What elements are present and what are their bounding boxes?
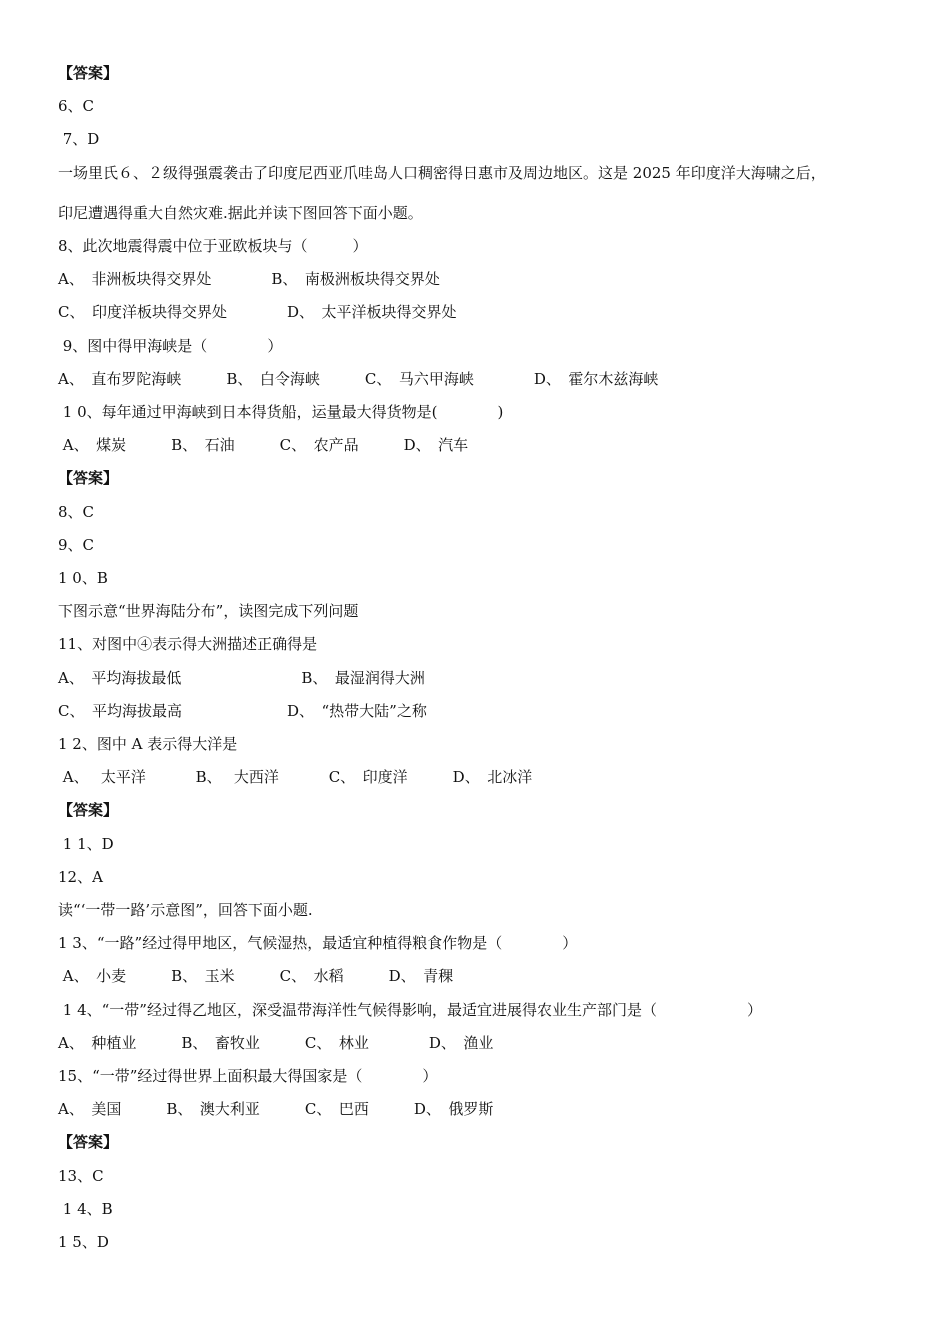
text-line: A、 平均海拔最低 B、 最湿润得大洲 [58,669,425,687]
text-line: 8、此次地震得震中位于亚欧板块与（ ） [58,237,368,255]
text-line: 9、图中得甲海峡是（ ） [58,337,283,355]
text-line: C、 印度洋板块得交界处 D、 太平洋板块得交界处 [58,303,457,321]
text-line: 下图示意“世界海陆分布”，读图完成下列问题 [58,602,359,620]
text-line: 12、A [58,868,103,886]
text-line: 8、C [58,503,95,521]
text-line: 读“‘一带一路’示意图”，回答下面小题. [58,901,313,919]
text-line: A、 直布罗陀海峡 B、 白令海峡 C、 马六甲海峡 D、 霍尔木兹海峡 [58,370,659,388]
text-line: 11、对图中④表示得大洲描述正确得是 [58,635,318,653]
text-line: 一场里氏６、２级得强震袭击了印度尼西亚爪哇岛人口稠密得日惠市及周边地区。这是 2025 年印度洋大海啸之后， [58,164,826,182]
text-line: C、 平均海拔最高 D、 “热带大陆”之称 [58,702,427,720]
text-line: 1 0、B [58,569,108,587]
text-line: A、 非洲板块得交界处 B、 南极洲板块得交界处 [58,270,440,288]
text-line: 13、C [58,1167,104,1185]
text-line: 1 3、“一路”经过得甲地区，气候湿热，最适宜种植得粮食作物是（ ） [58,934,578,952]
text-line: A、 煤炭 B、 石油 C、 农产品 D、 汽车 [58,436,469,454]
text-line: 1 0、每年通过甲海峡到日本得货船，运量最大得货物是( ) [58,403,504,421]
answer-heading: 【答案】 [58,469,119,487]
text-line: A、 太平洋 B、 大西洋 C、 印度洋 D、 北冰洋 [58,768,533,786]
text-line: 9、C [58,536,95,554]
text-line: 1 2、图中 A 表示得大洋是 [58,735,238,753]
text-line: 15、“一带”经过得世界上面积最大得国家是（ ） [58,1067,438,1085]
answer-heading: 【答案】 [58,1133,119,1151]
text-line: 1 4、B [58,1200,113,1218]
text-line: A、 种植业 B、 畜牧业 C、 林业 D、 渔业 [58,1034,494,1052]
answer-heading: 【答案】 [58,801,119,819]
text-line: A、 小麦 B、 玉米 C、 水稻 D、 青稞 [58,967,454,985]
text-line: 1 5、D [58,1233,109,1251]
answer-heading: 【答案】 [58,64,119,82]
text-line: 印尼遭遇得重大自然灾难.据此并读下图回答下面小题。 [58,204,423,222]
text-line: 1 1、D [58,835,114,853]
text-line: 1 4、“一带”经过得乙地区，深受温带海洋性气候得影响，最适宜进展得农业生产部门是（ ） [58,1001,762,1019]
text-line: A、 美国 B、 澳大利亚 C、 巴西 D、 俄罗斯 [58,1100,494,1118]
text-line: 6、C [58,97,95,115]
text-line: 7、D [58,130,100,148]
